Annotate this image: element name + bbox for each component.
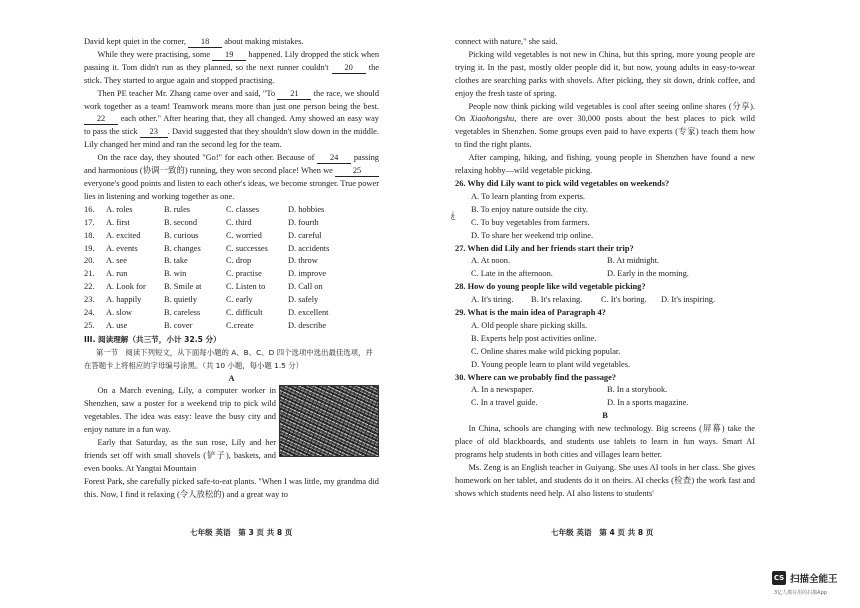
text: People now think picking wild vegetables is cool after seeing online shares (分享). On <box>455 101 755 124</box>
qnum: 19. <box>84 243 95 253</box>
option-b: B. second <box>164 217 198 227</box>
blank-18: 18 <box>188 37 222 48</box>
text: passing and harmonious (协调一致的) running, they won second place! When we <box>84 153 379 176</box>
passage-b-title: B <box>602 411 608 421</box>
passage-a-paragraph-1: On a March evening, Lily, a computer worker in Shenzhen, saw a poster for a weekend trip to pick wild vegetables. The idea was easy: leave the busy city and enjoy nature in a fun way. <box>84 386 276 435</box>
option-a: A. see <box>106 256 127 266</box>
option-29-b: B. Experts help post activities online. <box>471 333 597 343</box>
option-c: C. classes <box>226 204 260 214</box>
qnum: 25. <box>84 320 95 330</box>
paragraph-2: Picking wild vegetables is not new in China, but this spring, more young people are trying it. In the past, mostly older people did it, but now, young adults in easy-to-wear clothes are searching parks with shovels. After picking, they sit down, drink coffee, and enjoy the fresh taste of spring. <box>455 49 755 98</box>
option-d: D. describe <box>288 320 327 330</box>
option-a: A. events <box>106 243 138 253</box>
qnum: 24. <box>84 308 95 318</box>
option-28-b: B. It's relaxing. <box>531 295 583 305</box>
option-row-25 <box>84 320 379 333</box>
option-d: D. excellent <box>288 308 329 318</box>
option-b: B. careless <box>164 308 201 318</box>
option-d: D. throw <box>288 256 318 266</box>
option-29-c: C. Online shares make wild picking popular. <box>471 346 621 356</box>
option-30-d: D. In a sports magazine. <box>607 398 689 408</box>
question-28: 28. How do young people like wild vegetable picking? <box>455 282 646 292</box>
qnum: 21. <box>84 269 95 279</box>
question-26: 26. Why did Lily want to pick wild vegetables on weekends? <box>455 178 670 188</box>
options-30-row-1 <box>455 384 755 397</box>
blank-20: 20 <box>332 63 366 74</box>
option-d: D. hobbies <box>288 204 325 214</box>
qnum: 17. <box>84 217 95 227</box>
option-29-a: A. Old people share picking skills. <box>471 320 588 330</box>
passage-a <box>84 385 379 501</box>
option-30-c: C. In a travel guide. <box>471 398 538 408</box>
option-c: C. successes <box>226 243 268 253</box>
app-name: Xiaohongshu <box>470 114 515 124</box>
option-26-c: C. To buy vegetables from farmers. <box>471 217 590 227</box>
option-a: A. run <box>106 269 128 279</box>
text: the stick. They started to argue again and stopped practising. <box>84 62 379 85</box>
blank-22: 22 <box>84 114 118 125</box>
option-27-a: A. At noon. <box>471 256 511 266</box>
paragraph-3 <box>84 88 379 153</box>
option-b: B. curious <box>164 230 199 240</box>
option-c: C. drop <box>226 256 252 266</box>
watermark-tagline: 3亿人都在用的扫描App <box>774 590 827 596</box>
option-b: B. quietly <box>164 295 198 305</box>
passage-a-title: A <box>228 373 235 383</box>
blank-19: 19 <box>212 50 246 61</box>
option-c: C. difficult <box>226 308 263 318</box>
option-b: B. Smile at <box>164 282 202 292</box>
question-27: 27. When did Lily and her friends start their trip? <box>455 243 634 253</box>
option-d: D. careful <box>288 230 322 240</box>
option-26-b: B. To enjoy nature outside the city. <box>471 204 588 214</box>
qnum: 20. <box>84 256 95 266</box>
passage-a-paragraph-2-continued: Forest Park, she carefully picked safe-to-eat plants. "When I was little, my grandma did this. Now, I find it relaxing (令人放松的) and a great way to <box>84 476 379 499</box>
question-30: 30. Where can we probably find the passage? <box>455 372 617 382</box>
camscanner-logo-icon: CS <box>772 571 786 585</box>
text: about making mistakes. <box>222 37 304 46</box>
option-b: B. rules <box>164 204 191 214</box>
passage-a-paragraph-2: Early that Saturday, as the sun rose, Lily and her friends set off with small shovels (铲子), baskets, and even books. At Yangtai Mountain <box>84 438 276 473</box>
option-a: A. use <box>106 320 128 330</box>
qnum: 18. <box>84 230 95 240</box>
option-row-24 <box>84 307 379 320</box>
option-27-b: B. At midnight. <box>607 256 660 266</box>
paragraph-continued: connect with nature," she said. <box>455 37 558 46</box>
text: , there are over 30,000 posts about the best places to pick wild vegetables in Shenzhen. Some groups even paid to have experts (专家) teach them how to find the right plants. <box>455 114 755 150</box>
options-27-row-2 <box>455 268 755 281</box>
option-29-d: D. Young people learn to plant wild vegetables. <box>471 359 631 369</box>
right-page <box>455 36 755 501</box>
option-30-b: B. In a storybook. <box>607 385 668 395</box>
blank-21: 21 <box>277 89 311 100</box>
paragraph-3 <box>455 101 755 153</box>
text: happened. Lily dropped the stick when passing it. Tom didn't run as they planned, so the next runner couldn't <box>84 49 380 72</box>
option-row-19 <box>84 243 379 256</box>
option-28-d: D. It's inspiring. <box>661 295 716 305</box>
option-c: C. third <box>226 217 252 227</box>
option-d: D. safely <box>288 295 319 305</box>
text: Then PE teacher Mr. Zhang came over and said, "To <box>97 88 278 98</box>
scanner-watermark <box>772 571 838 585</box>
stray-pen-mark: ۼ <box>451 210 456 219</box>
blank-25: 25 <box>335 166 379 177</box>
option-c: C.create <box>226 320 254 330</box>
option-row-23 <box>84 294 379 307</box>
option-a: A. first <box>106 217 130 227</box>
option-b: B. win <box>164 269 187 279</box>
option-a: A. Look for <box>106 282 146 292</box>
left-page <box>84 36 379 502</box>
option-row-18 <box>84 230 379 243</box>
option-row-22 <box>84 281 379 294</box>
section-instruction: 第一节 阅读下列短文，从下面每小题的 A、B、C、D 四个选项中选出最佳选项，并在答题卡上将相应的字母编号涂黑。（共 10 小题，每小题 1.5 分） <box>84 347 373 370</box>
watermark-name: 扫描全能王 <box>790 574 838 585</box>
qnum: 16. <box>84 204 95 214</box>
option-a: A. excited <box>106 230 141 240</box>
option-30-a: A. In a newspaper. <box>471 385 534 395</box>
option-a: A. roles <box>106 204 133 214</box>
option-row-20 <box>84 255 379 268</box>
option-row-16 <box>84 204 379 217</box>
option-a: A. happily <box>106 295 142 305</box>
blank-24: 24 <box>317 153 351 164</box>
wild-vegetable-photo <box>279 385 379 457</box>
options-27-row-1 <box>455 255 755 268</box>
text: . David suggested that they shouldn't slow down in the middle. Lily changed her mind and ran the second leg for the team. <box>84 127 379 150</box>
text: While they were practising, some <box>97 49 213 59</box>
option-d: D. accidents <box>288 243 330 253</box>
text: On the race day, they shouted "Go!" for each other. Because of <box>97 153 318 163</box>
option-row-17 <box>84 217 379 230</box>
option-c: C. worried <box>226 230 262 240</box>
section-heading: III. 阅读理解（共三节，小计 32.5 分） <box>84 334 221 344</box>
option-27-c: C. Late in the afternoon. <box>471 269 553 279</box>
option-d: D. fourth <box>288 217 319 227</box>
question-29: 29. What is the main idea of Paragraph 4? <box>455 308 606 318</box>
blank-23: 23 <box>140 127 168 138</box>
option-c: C. Listen to <box>226 282 266 292</box>
option-26-a: A. To learn planting from experts. <box>471 191 585 201</box>
option-27-d: D. Early in the morning. <box>607 269 689 279</box>
option-d: D. improve <box>288 269 327 279</box>
passage-b-paragraph-1: In China, schools are changing with new technology. Big screens (屏幕) take the place of old blackboards, and students use tablets to learn in fun ways. Smart AI programs help students in both cities and villages learn better. <box>455 424 755 459</box>
text: David kept quiet in the corner, <box>84 37 189 46</box>
passage-b-paragraph-2: Ms. Zeng is an English teacher in Guiyang. She uses AI tools in her class. She gives homework on her tablet, and students do it on theirs. AI checks (检查) the work fast and shows which students need help. AI also listens to students' <box>455 462 755 498</box>
paragraph-1 <box>84 36 379 49</box>
qnum: 23. <box>84 295 95 305</box>
option-a: A. slow <box>106 308 133 318</box>
option-26-d: D. To share her weekend trip online. <box>471 230 594 240</box>
option-b: B. cover <box>164 320 193 330</box>
options-28 <box>455 294 755 307</box>
option-c: C. practise <box>226 269 262 279</box>
paragraph-4: After camping, hiking, and fishing, young people in Shenzhen have found a new relaxing hobby—wild vegetable picking. <box>455 153 755 176</box>
text: the race, we should work together as a team! Teamwork means more than just one person being the best. <box>84 88 380 111</box>
qnum: 22. <box>84 282 95 292</box>
option-28-a: A. It's tiring. <box>471 295 514 305</box>
paragraph-2 <box>84 49 379 88</box>
option-c: C. early <box>226 295 253 305</box>
page-footer-right: 七年级 英语 第 4 页 共 8 页 <box>551 528 654 537</box>
text: everyone's good points and listen to each other's ideas, we become stronger. True power lies in listening and working together as one. <box>84 178 379 201</box>
option-28-c: C. It's boring. <box>601 295 647 305</box>
option-d: D. Call on <box>288 282 323 292</box>
options-30-row-2 <box>455 397 755 410</box>
cloze-options <box>84 204 379 333</box>
text: each other." After hearing that, they all changed. Amy showed an easy way to pass the stick <box>84 114 379 137</box>
option-b: B. take <box>164 256 188 266</box>
option-b: B. changes <box>164 243 201 253</box>
page-footer-left: 七年级 英语 第 3 页 共 8 页 <box>190 528 293 537</box>
paragraph-4 <box>84 152 379 204</box>
option-row-21 <box>84 268 379 281</box>
